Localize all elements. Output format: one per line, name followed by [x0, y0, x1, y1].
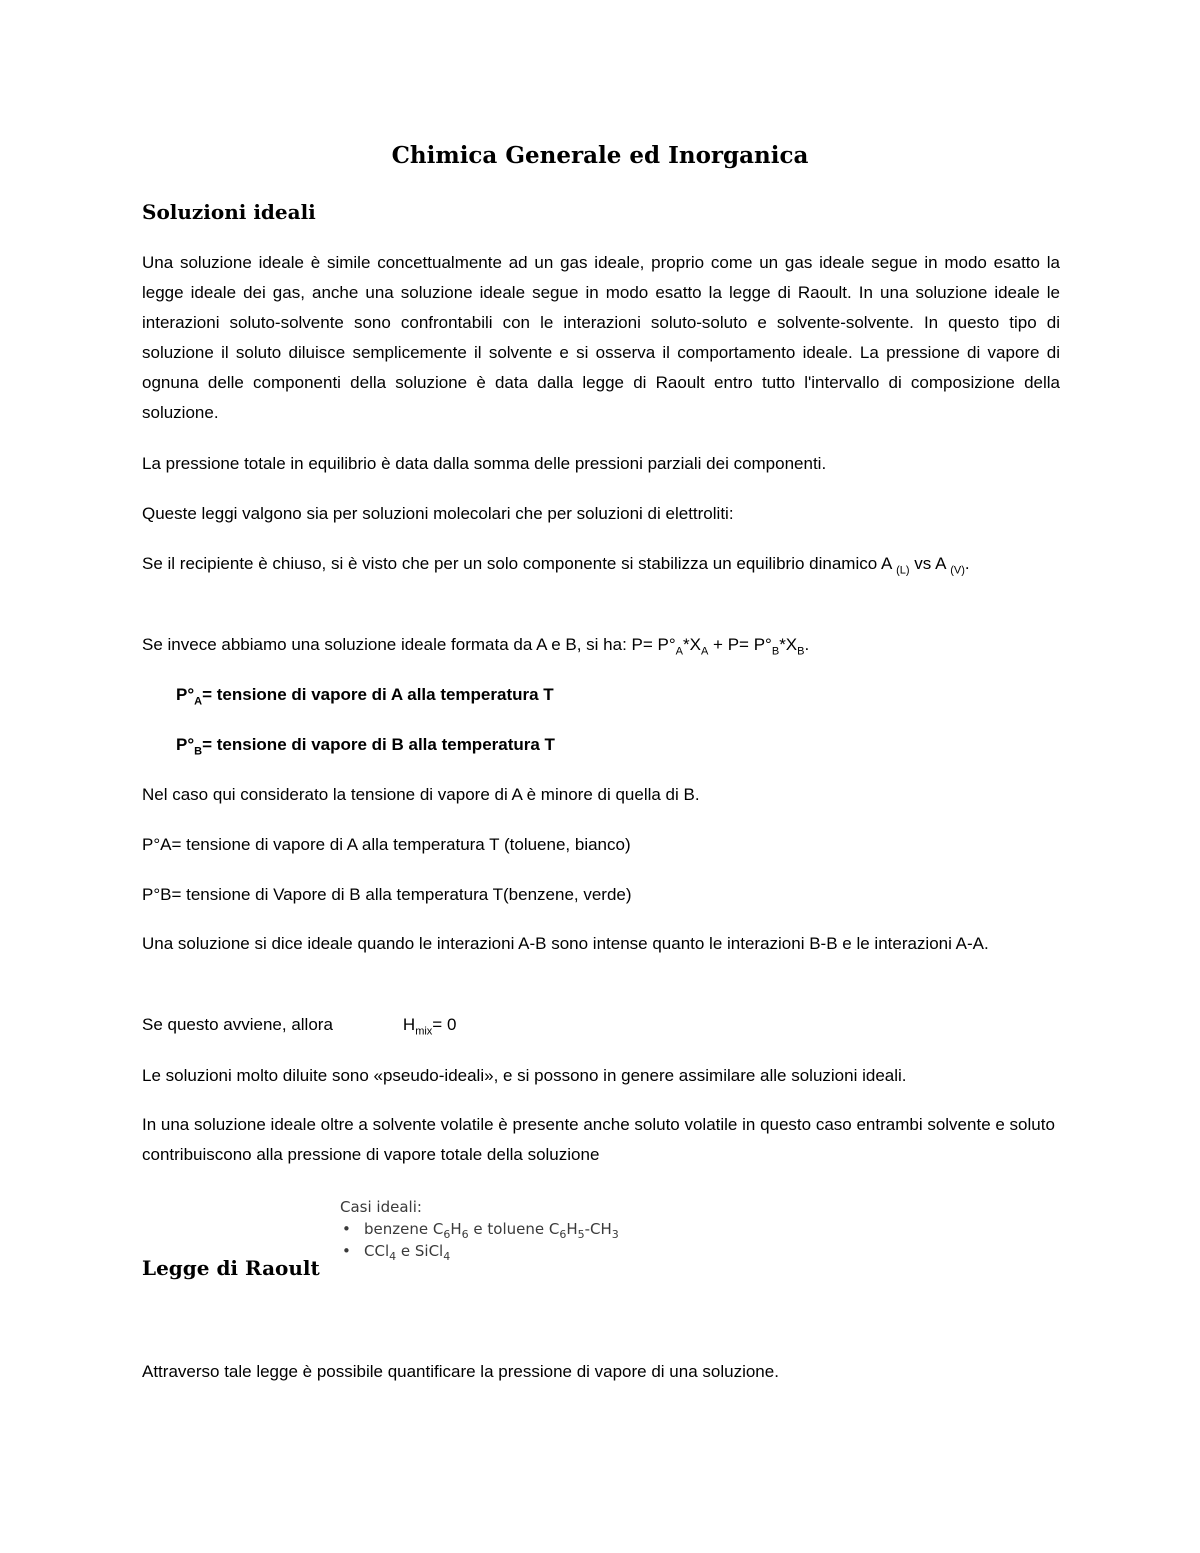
document-title: Chimica Generale ed Inorganica: [391, 142, 809, 169]
paragraph-volatile-solute: In una soluzione ideale oltre a solvente volatile è presente anche soluto volatile in questo caso entrambi solvente e soluto contribuiscono alla pressione di vapore totale della soluzione: [142, 1115, 1055, 1164]
list-item: • CCl$_4$ e SiCl$_4$: [342, 1242, 451, 1263]
paragraph-pb-benzene: P°B= tensione di Vapore di B alla temperatura T(benzene, verde): [142, 885, 632, 904]
paragraph-raoult-purpose: Attraverso tale legge è possibile quantificare la pressione di vapore di una soluzione.: [142, 1362, 779, 1381]
ideal-cases-list: [340, 1218, 619, 1262]
paragraph-pa-toluene: P°A= tensione di vapore di A alla temperatura T (toluene, bianco): [142, 835, 631, 854]
list-item: • benzene $C_6H_6$ e toluene $C_6H_5-CH_3$: [342, 1220, 619, 1241]
paragraph-vapor-comparison: Nel caso qui considerato la tensione di vapore di A è minore di quella di B.: [142, 785, 700, 804]
paragraph-hmix: Se questo avviene, allora $H_{mix}= 0$: [142, 1015, 457, 1038]
ideal-cases-box: [340, 1196, 619, 1262]
paragraph-ideal-definition: Una soluzione si dice ideale quando le interazioni A-B sono intense quanto le interazioni B-B e le interazioni A-A.: [142, 934, 989, 953]
definition-pb: $P^\circ_B=$ tensione di vapore di B alla temperatura T: [176, 735, 555, 758]
ideal-cases-heading: Casi ideali:: [340, 1198, 422, 1216]
definition-pa: $P^\circ_A=$ tensione di vapore di A alla temperatura T: [176, 685, 554, 708]
paragraph-intro: Una soluzione ideale è simile concettualmente ad un gas ideale, proprio come un gas ideale segue in modo esatto la legge ideale dei gas, anche una soluzione ideale segue in modo esatto la legge di Raoult. In una soluzione ideale le interazioni soluto-solvente sono confrontabili con le interazioni soluto-soluto e solvente-solvente. In questo tipo di soluzione il soluto diluisce semplicemente il solvente e si osserva il comportamento ideale. La pressione di vapore di ognuna delle componenti della soluzione è data dalla legge di Raoult entro tutto l'intervallo di composizione della soluzione.: [142, 253, 1060, 422]
section-heading-soluzioni-ideali: Soluzioni ideali: [142, 200, 316, 224]
section-heading-legge-di-raoult: Legge di Raoult: [142, 1256, 320, 1280]
paragraph-pseudo-ideal: Le soluzioni molto diluite sono «pseudo-ideali», e si possono in genere assimilare alle soluzioni ideali.: [142, 1066, 907, 1085]
paragraph-closed-vessel: Se il recipiente è chiuso, si è visto che per un solo componente si stabilizza un equilibrio dinamico A $_{(L)}$ vs A $_{(V)}$.: [142, 554, 970, 577]
paragraph-raoult-formula: Se invece abbiamo una soluzione ideale formata da A e B, si ha: $P= P^\circ_A*X_A + P= P^\circ_B*X_B$.: [142, 635, 810, 658]
paragraph-laws-validity: Queste leggi valgono sia per soluzioni molecolari che per soluzioni di elettroliti:: [142, 504, 734, 523]
paragraph-total-pressure: La pressione totale in equilibrio è data dalla somma delle pressioni parziali dei componenti.: [142, 454, 827, 473]
